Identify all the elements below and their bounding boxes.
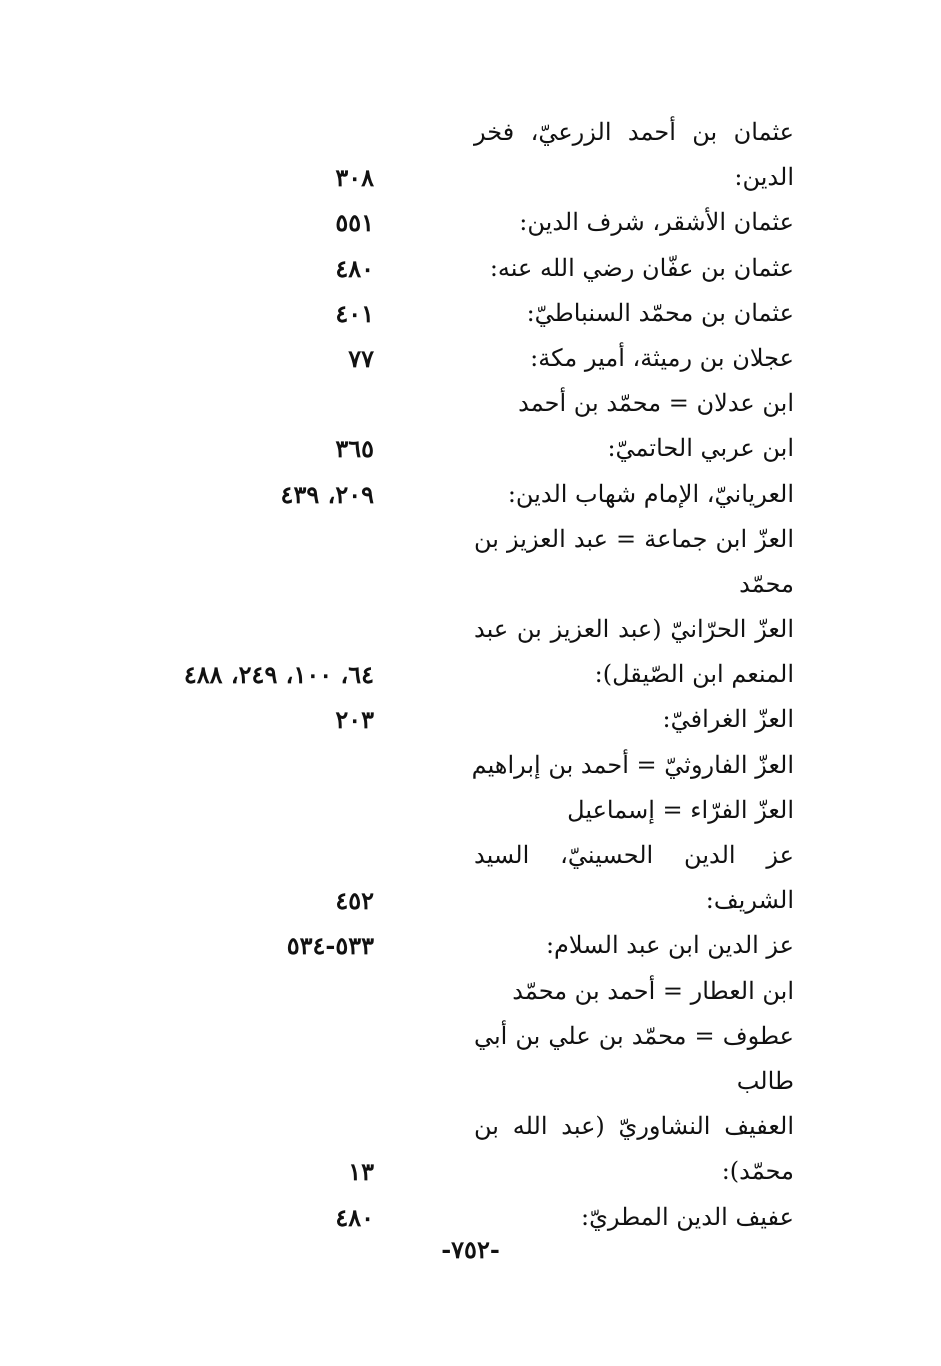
entry-page-refs: ٥٣٣-٥٣٤: [286, 931, 374, 961]
entry-page-refs: ٤٨٠: [335, 253, 374, 283]
index-entry-line: [110, 833, 794, 878]
entry-name: العزّ الفرّاء = إسماعيل: [567, 795, 794, 824]
entry-name: العفيف النشاوريّ (عبد الله بن: [474, 1112, 794, 1141]
index-entry-line: [110, 291, 794, 336]
entry-page-refs: ٢٠٣: [335, 705, 374, 735]
entry-name: محمّد: [739, 569, 794, 598]
entry-name: عثمان بن محمّد السنباطيّ:: [526, 298, 794, 327]
entry-page-refs: ٣٦٥: [335, 434, 374, 464]
entry-name: عطوف = محمّد بن علي بن أبي: [474, 1021, 794, 1050]
entry-name: عفيف الدين المطريّ:: [581, 1202, 794, 1231]
index-entry-line: [110, 923, 794, 968]
entry-name: محمّد):: [721, 1157, 794, 1186]
entry-name: ابن عدلان = محمّد بن أحمد: [518, 389, 794, 418]
entry-name: عز الدين ابن عبد السلام:: [545, 931, 794, 960]
entry-page-refs: ١٣: [348, 1157, 374, 1187]
index-entry-line: [110, 246, 794, 291]
index-entry-line: [110, 562, 794, 607]
entry-name: عثمان بن عفّان رضي الله عنه:: [489, 253, 794, 282]
entry-name: عز الدين الحسينيّ، السيد: [474, 841, 794, 869]
name-index-list: [110, 110, 794, 1240]
entry-name: عجلان بن رميثة، أمير مكة:: [530, 343, 794, 372]
entry-page-refs: ٤٠١: [335, 298, 374, 328]
entry-name: الدين:: [734, 163, 794, 192]
index-entry-line: [110, 1059, 794, 1104]
entry-page-refs: ٧٧: [348, 343, 374, 373]
index-entry-line: [110, 607, 794, 652]
entry-name: المنعم ابن الصّيقل):: [594, 660, 794, 689]
index-entry-line: [110, 426, 794, 471]
index-entry-line: [110, 336, 794, 381]
entry-name: العزّ الفاروثيّ = أحمد بن إبراهيم: [471, 750, 794, 779]
index-entry-line: [110, 200, 794, 245]
entry-name: عثمان الأشقر، شرف الدين:: [519, 208, 794, 237]
index-entry-line: [110, 788, 794, 833]
index-entry-line: [110, 155, 794, 200]
index-entry-line: [110, 110, 794, 155]
index-entry-line: [110, 472, 794, 517]
index-entry-line: [110, 652, 794, 697]
entry-name: ابن العطار = أحمد بن محمّد: [512, 976, 794, 1005]
index-entry-line: [110, 878, 794, 923]
entry-name: العزّ ابن جماعة = عبد العزيز بن: [474, 524, 794, 553]
entry-name: العزّ الغرافيّ:: [662, 705, 794, 734]
entry-page-refs: ٤٥٢: [335, 886, 374, 916]
entry-page-refs: ٥٥١: [335, 208, 374, 238]
index-entry-line: [110, 517, 794, 562]
entry-name: طالب: [736, 1066, 794, 1095]
index-entry-line: [110, 697, 794, 742]
entry-page-refs: ٢٠٩، ٤٣٩: [280, 479, 374, 509]
index-entry-line: [110, 381, 794, 426]
index-entry-line: [110, 743, 794, 788]
entry-page-refs: ٦٤، ١٠٠، ٢٤٩، ٤٨٨: [183, 660, 374, 690]
entry-page-refs: ٣٠٨: [335, 163, 374, 193]
index-entry-line: [110, 1149, 794, 1194]
index-entry-line: [110, 969, 794, 1014]
entry-name: عثمان بن أحمد الزرعيّ، فخر: [474, 118, 794, 146]
entry-name: الشريف:: [705, 886, 794, 915]
index-entry-line: [110, 1014, 794, 1059]
entry-name: العزّ الحرّانيّ (عبد العزيز بن عبد: [474, 615, 794, 644]
entry-name: العريانيّ، الإمام شهاب الدين:: [507, 479, 794, 508]
page-number: -٧٥٢-: [441, 1235, 500, 1264]
entry-page-refs: ٤٨٠: [335, 1202, 374, 1232]
index-entry-line: [110, 1104, 794, 1149]
entry-name: ابن عربي الحاتميّ:: [607, 434, 794, 463]
index-entry-line: [110, 1195, 794, 1240]
